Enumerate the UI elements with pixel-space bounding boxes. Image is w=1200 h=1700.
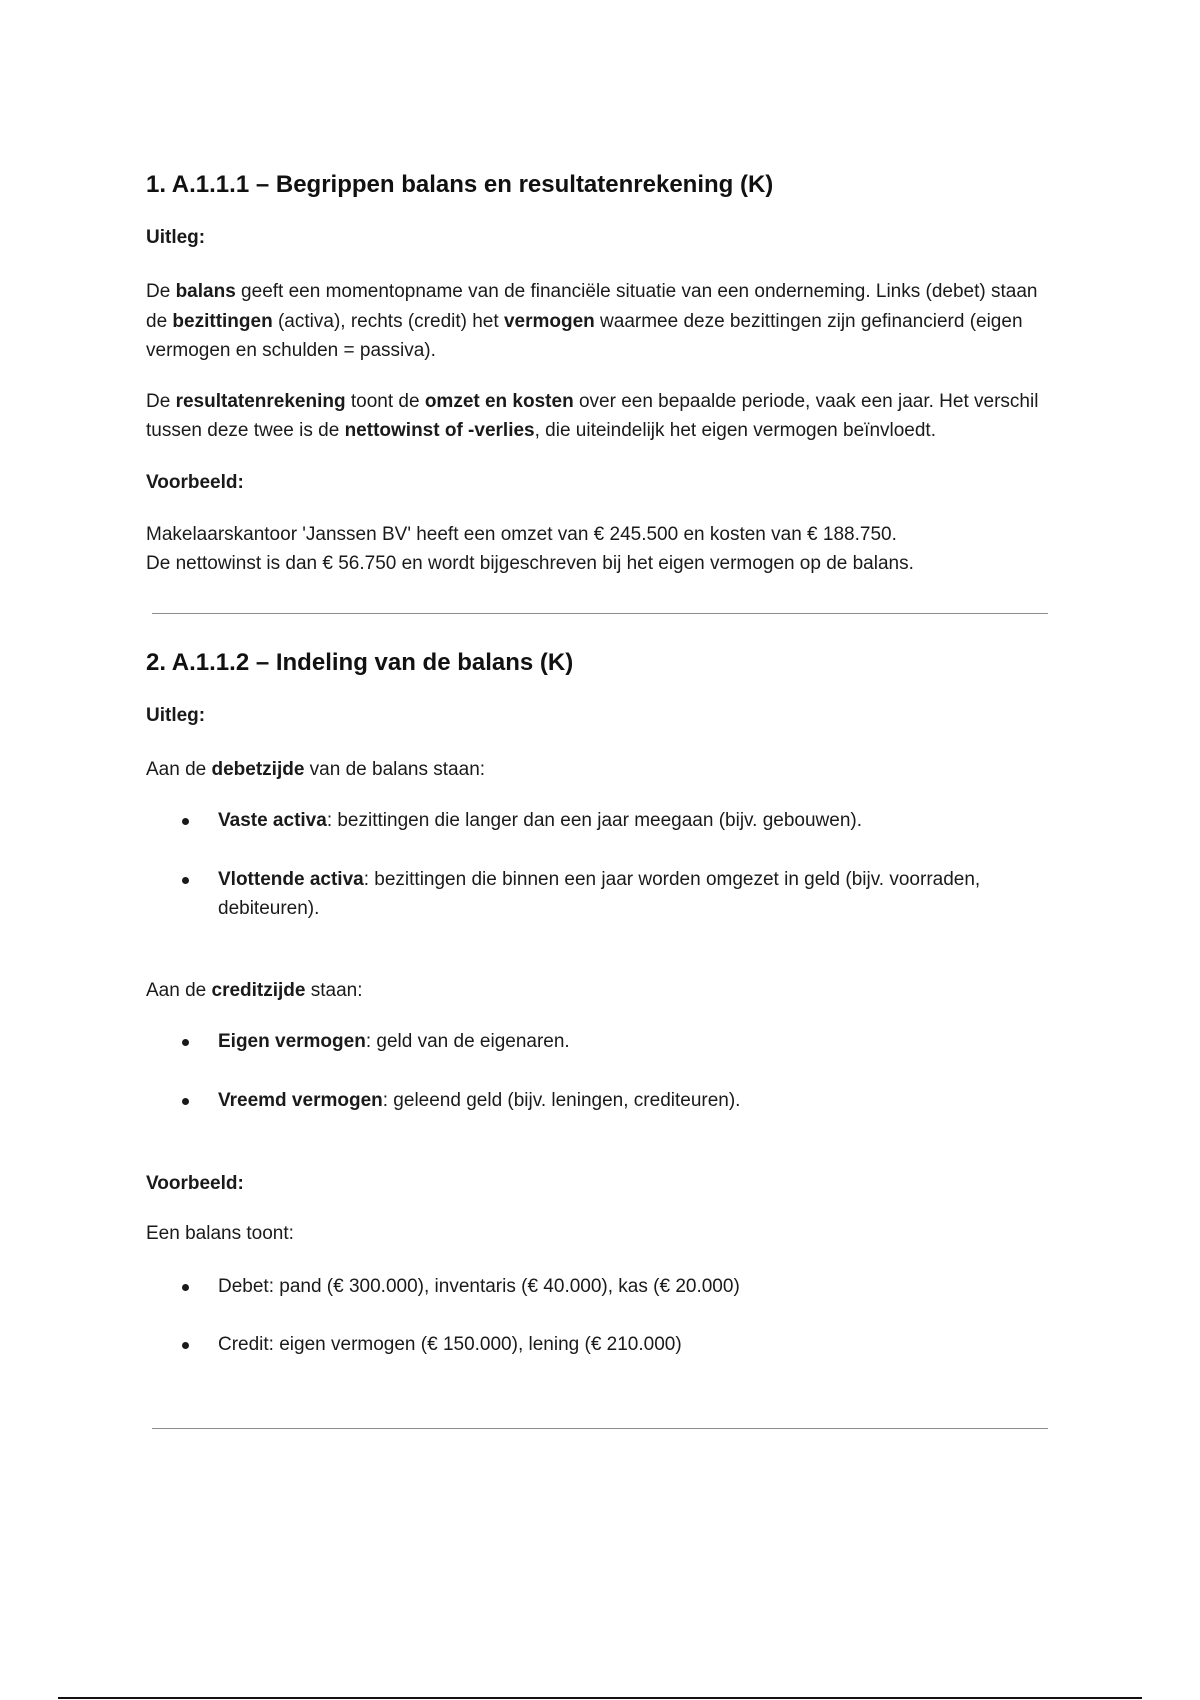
list-item: Vaste activa: bezittingen die langer dan een jaar meegaan (bijv. gebouwen). bbox=[218, 806, 1052, 836]
list-item: Eigen vermogen: geld van de eigenaren. bbox=[218, 1027, 1052, 1057]
bullet-icon bbox=[182, 877, 189, 884]
document-page bbox=[146, 170, 1052, 1429]
list-item: Vlottende activa: bezittingen die binnen een jaar worden omgezet in geld (bijv. voorraden, debiteuren). bbox=[218, 865, 1052, 924]
debet-list bbox=[146, 806, 1052, 924]
bullet-icon bbox=[182, 818, 189, 825]
section-2-uitleg-label: Uitleg: bbox=[146, 704, 206, 726]
example-list bbox=[146, 1272, 1052, 1360]
section-2-credit-intro: Aan de creditzijde staan: bbox=[146, 979, 363, 1001]
bullet-icon bbox=[182, 1342, 189, 1349]
list-item: Vreemd vermogen: geleend geld (bijv. leningen, crediteuren). bbox=[218, 1086, 1052, 1116]
section-1-paragraph-resultatenrekening: De resultatenrekening toont de omzet en kosten over een bepaalde periode, vaak een jaar. Het verschil tussen deze twee is de nettowinst of -verlies, die uiteindelijk het eigen vermogen beïnvloedt. bbox=[146, 390, 1039, 441]
page-bottom-rule bbox=[58, 1697, 1142, 1699]
section-2-example-intro: Een balans toont: bbox=[146, 1223, 294, 1244]
section-2-title: 2. A.1.1.2 – Indeling van de balans (K) bbox=[146, 648, 574, 676]
section-1-voorbeeld-label: Voorbeeld: bbox=[146, 471, 244, 493]
section-1-uitleg-label: Uitleg: bbox=[146, 227, 206, 248]
section-2-voorbeeld-label: Voorbeeld: bbox=[146, 1173, 244, 1194]
list-item: Credit: eigen vermogen (€ 150.000), lening (€ 210.000) bbox=[218, 1330, 1052, 1360]
credit-list bbox=[146, 1027, 1052, 1115]
section-divider bbox=[152, 1428, 1048, 1429]
section-1-title: 1. A.1.1.1 – Begrippen balans en resultatenrekening (K) bbox=[146, 171, 774, 198]
section-1-example-line-1: Makelaarskantoor 'Janssen BV' heeft een omzet van € 245.500 en kosten van € 188.750. bbox=[146, 523, 897, 545]
bullet-icon bbox=[182, 1284, 189, 1291]
section-2-debet-intro: Aan de debetzijde van de balans staan: bbox=[146, 758, 486, 780]
list-item: Debet: pand (€ 300.000), inventaris (€ 40.000), kas (€ 20.000) bbox=[218, 1272, 1052, 1302]
section-1-example-line-2: De nettowinst is dan € 56.750 en wordt bijgeschreven bij het eigen vermogen op de balans. bbox=[146, 553, 914, 574]
bullet-icon bbox=[182, 1039, 189, 1046]
bullet-icon bbox=[182, 1098, 189, 1105]
section-1-paragraph-balans: De balans geeft een momentopname van de financiële situatie van een onderneming. Links (debet) staan de bezittingen (activa), rechts (credit) het vermogen waarmee deze bezittingen zijn gefinancierd (eigen vermogen en schulden = passiva). bbox=[146, 281, 1038, 361]
